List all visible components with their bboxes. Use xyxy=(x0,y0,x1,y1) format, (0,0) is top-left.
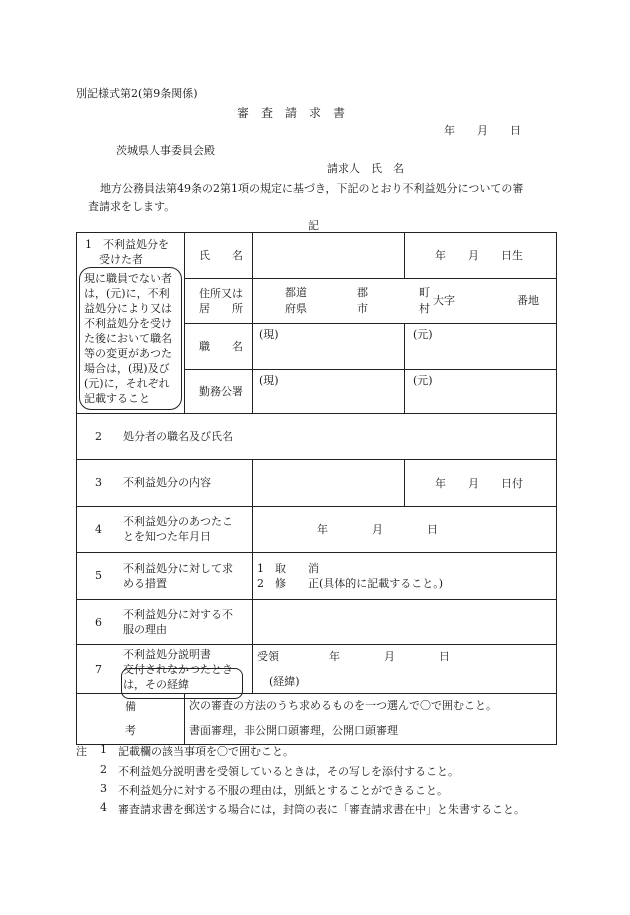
row4-label-cell xyxy=(77,507,253,553)
row5-measure-field[interactable] xyxy=(253,553,557,600)
job-former-label: (元) xyxy=(413,328,433,341)
remarks-line1: 次の審査の方法のうち求めるものを一つ選んで〇で囲むこと。 xyxy=(189,699,497,712)
section1-note-line: 益処分により又は xyxy=(84,302,172,315)
name-label: 氏 名 xyxy=(199,249,243,262)
requester-name-label: 請求人 氏 名 xyxy=(327,162,404,175)
remarks-label-top: 備 xyxy=(125,700,136,713)
row6-label-cell xyxy=(77,600,253,645)
job-former-field[interactable] xyxy=(405,324,557,370)
row3-date-field[interactable] xyxy=(405,460,557,507)
form-title: 審 査 請 求 書 xyxy=(237,106,346,120)
note-number: 3 xyxy=(100,782,107,795)
row7-label-line2: 交付されなかつたとき xyxy=(123,663,233,676)
row7-label-line3: は，その経緯 xyxy=(123,678,189,691)
remarks-label-cell xyxy=(77,694,185,745)
job-current-field[interactable] xyxy=(253,324,405,370)
note-number: 1 xyxy=(100,743,107,756)
note-text: 記載欄の該当事項を〇で囲むこと。 xyxy=(118,745,294,758)
office-former-field[interactable] xyxy=(405,370,557,414)
section1-note-line: 現に職員でない者 xyxy=(84,272,172,285)
row5-option-cancel[interactable]: 1 取 消 xyxy=(257,562,319,575)
section1-note-line: (元)に，それぞれ xyxy=(84,377,170,390)
row5-label-line2: める措置 xyxy=(123,577,167,590)
intro-text-line1: 地方公務員法第49条の2第1項の規定に基づき，下記のとおり不利益処分についての審 xyxy=(100,182,524,195)
row7-received-label: 受領 xyxy=(257,650,279,663)
row7-explanation-field[interactable] xyxy=(253,645,557,694)
row5-label-line1: 不利益処分に対して求 xyxy=(123,562,233,575)
section1-note-line: 不利益処分を受け xyxy=(84,317,172,330)
row3-content-field[interactable] xyxy=(253,460,405,507)
addr-mura: 村 xyxy=(419,302,430,315)
note-number: 2 xyxy=(100,763,107,776)
row6-reason-field[interactable] xyxy=(253,600,557,645)
remarks-label-bottom: 考 xyxy=(125,724,136,737)
office-former-label: (元) xyxy=(413,374,433,387)
name-label-cell xyxy=(185,233,253,279)
row7-circumstance-label: (経緯) xyxy=(269,675,300,688)
section1-label-line2: 受けた者 xyxy=(99,253,143,266)
row5-number: 5 xyxy=(95,569,102,582)
name-field[interactable] xyxy=(253,233,405,279)
ki-label: 記 xyxy=(308,219,319,232)
addr-oaza: 大字 xyxy=(433,294,455,307)
row3-label-cell xyxy=(77,460,253,507)
row6-label-line2: 服の理由 xyxy=(123,623,167,636)
office-current-label: (現) xyxy=(259,374,279,387)
job-label-cell xyxy=(185,324,253,370)
row2-cell[interactable] xyxy=(77,414,557,460)
row2-number: 2 xyxy=(95,430,102,443)
section1-note-line: 記載すること xyxy=(84,392,150,405)
address-label-line1: 住所又は xyxy=(199,287,243,300)
section1-label-cell xyxy=(77,233,185,414)
row7-date-label: 年 月 日 xyxy=(329,650,450,663)
addressee: 茨城県人事委員会殿 xyxy=(116,144,215,157)
birth-date-label: 年 月 日生 xyxy=(435,249,523,262)
addr-fuken: 府県 xyxy=(285,302,307,315)
row3-label: 不利益処分の内容 xyxy=(123,476,211,489)
notes-prefix: 注 xyxy=(76,745,87,758)
form-number: 別記様式第2(第9条関係) xyxy=(76,87,198,100)
remarks-hearing-options[interactable]: 書面審理，非公開口頭審理，公開口頭審理 xyxy=(189,724,398,737)
row5-label-cell xyxy=(77,553,253,600)
section1-note-line: 等の変更があつた xyxy=(84,347,172,360)
row4-label-line2: とを知つた年月日 xyxy=(123,530,211,543)
addr-banchi: 番地 xyxy=(517,294,539,307)
addr-todo: 都道 xyxy=(285,286,307,299)
row4-date-field[interactable] xyxy=(253,507,557,553)
row6-label-line1: 不利益処分に対する不 xyxy=(123,608,233,621)
section1-label-line1: 1 不利益処分を xyxy=(85,238,169,251)
row3-date-label: 年 月 日付 xyxy=(435,476,523,490)
submission-date: 年 月 日 xyxy=(444,124,521,137)
row3-number: 3 xyxy=(95,476,102,489)
birth-date-field[interactable] xyxy=(405,233,557,279)
office-current-field[interactable] xyxy=(253,370,405,414)
addr-gun: 郡 xyxy=(357,286,368,299)
row6-number: 6 xyxy=(95,616,102,629)
note-text: 審査請求書を郵送する場合には，封筒の表に「審査請求書在中」と朱書すること。 xyxy=(118,803,525,816)
addr-machi: 町 xyxy=(419,286,430,299)
row4-number: 4 xyxy=(95,523,102,536)
note-text: 不利益処分に対する不服の理由は，別紙とすることができること。 xyxy=(118,784,448,797)
address-label-line2: 居 所 xyxy=(199,302,243,315)
remarks-content-cell[interactable] xyxy=(185,694,557,745)
office-label-cell xyxy=(185,370,253,414)
row4-label-line1: 不利益処分のあつたこ xyxy=(123,515,233,528)
row7-number: 7 xyxy=(95,663,102,676)
section1-note-line: 場合は，(現)及び xyxy=(84,362,170,375)
job-current-label: (現) xyxy=(259,328,279,341)
address-label-cell xyxy=(185,279,253,324)
office-label: 勤務公署 xyxy=(199,385,243,398)
note-text: 不利益処分説明書を受領しているときは，その写しを添付すること。 xyxy=(118,765,459,778)
request-form-table xyxy=(76,232,557,745)
row7-label-cell xyxy=(77,645,253,694)
row5-option-modify[interactable]: 2 修 正(具体的に記載すること。) xyxy=(257,577,444,590)
section1-note-line: は，(元)に，不利 xyxy=(84,287,170,300)
note-number: 4 xyxy=(100,801,107,814)
row2-label: 処分者の職名及び氏名 xyxy=(123,430,233,443)
section1-note-line: た後において職名 xyxy=(84,332,172,345)
row4-date-label: 年 月 日 xyxy=(317,523,438,536)
addr-shi: 市 xyxy=(357,302,368,315)
intro-text-line2: 査請求をします。 xyxy=(88,200,176,213)
address-field[interactable] xyxy=(253,279,557,324)
row7-label-line1: 不利益処分説明書 xyxy=(123,648,211,661)
job-title-label: 職 名 xyxy=(199,340,243,353)
